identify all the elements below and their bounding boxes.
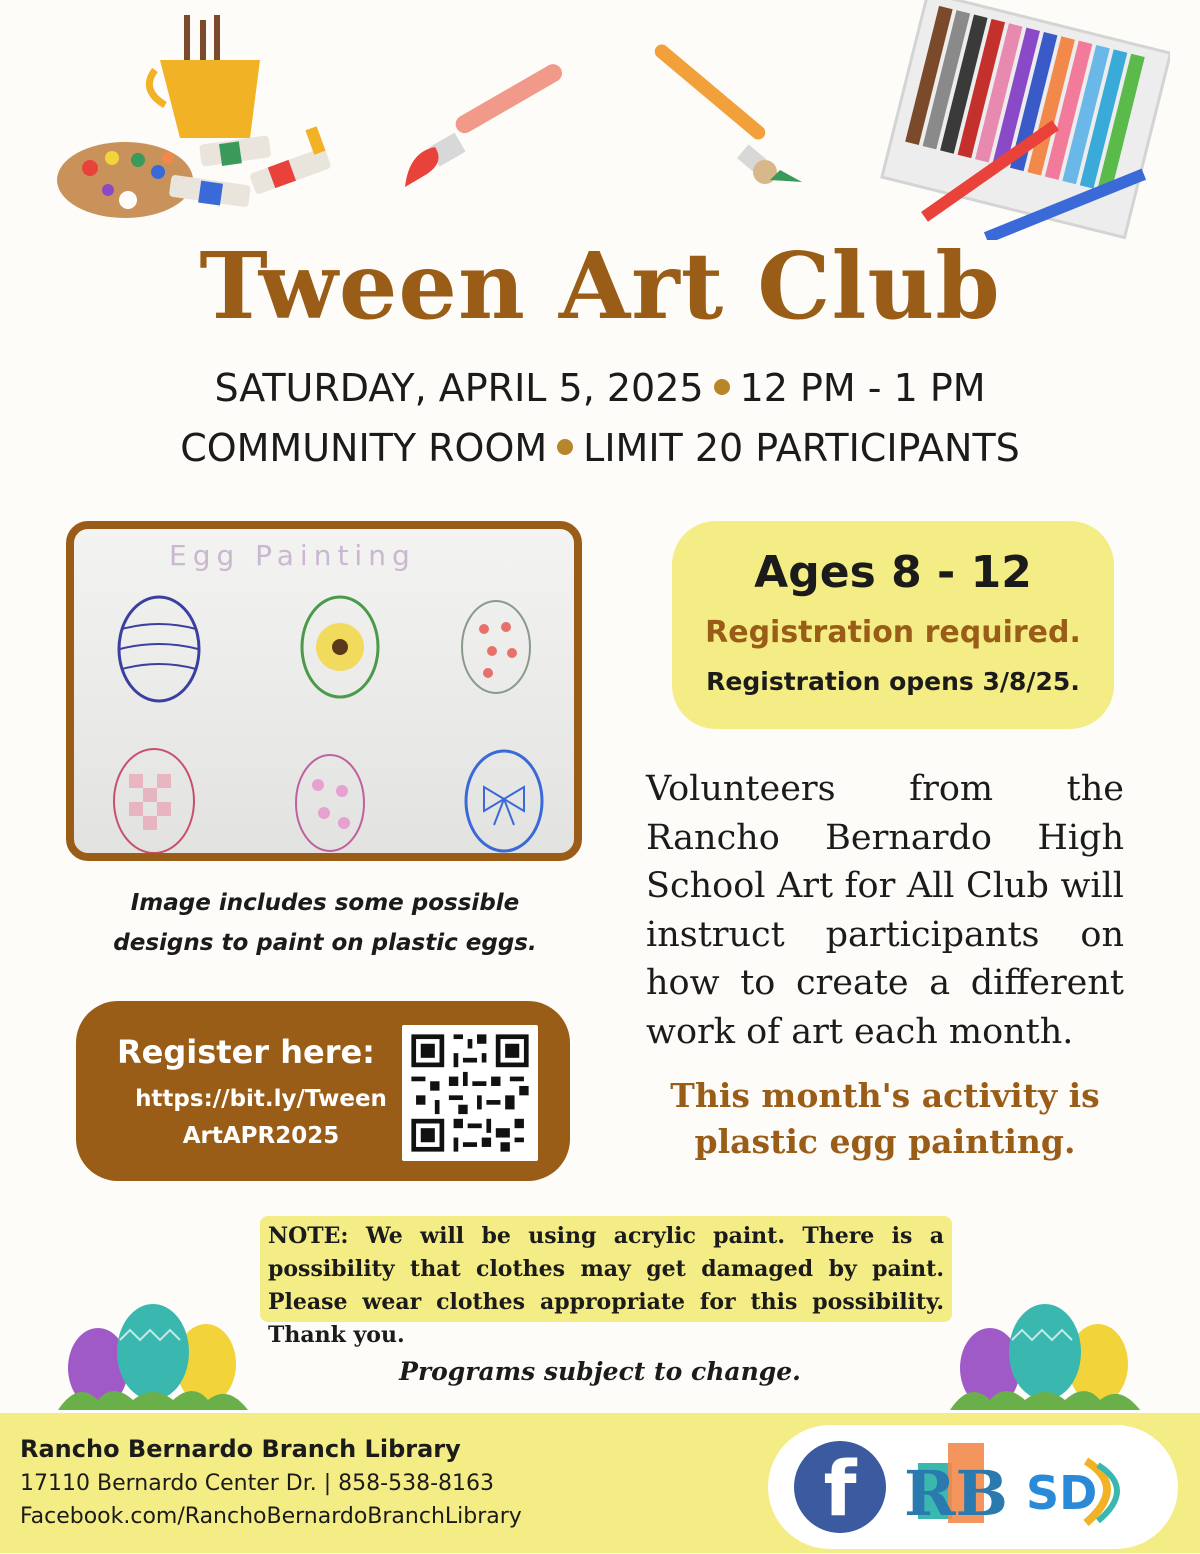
library-address: 17110 Bernardo Center Dr. | 858-538-8163 [20,1471,495,1496]
event-location-limit [0,426,1200,470]
facebook-icon[interactable] [794,1441,886,1533]
blue-striped-egg-icon [119,597,199,701]
event-date-time [0,366,1200,410]
monthly-activity: This month's activity is plastic egg painting. [670,1076,1100,1161]
event-time: 12 PM - 1 PM [739,366,986,410]
event-limit: LIMIT 20 PARTICIPANTS [583,426,1020,470]
pink-paintbrush-illustration [395,62,570,192]
sd-library-logo-icon [1026,1461,1117,1523]
qr-code-pattern [402,1025,538,1161]
rb-library-logo-icon [904,1443,1008,1530]
qr-code[interactable] [402,1025,538,1161]
register-url-line1: https://bit.ly/Tween [135,1086,387,1112]
egg-painting-photo [66,521,582,861]
photo-caption: Image includes some possible designs to paint on plastic eggs. [113,890,537,956]
sd-logo-text: SD [1026,1466,1098,1520]
program-description: Volunteers from the Rancho Bernardo High School Art for All Club will instruct participants on how to create a different work of art each month. [646,769,1124,1052]
page-title: Tween Art Club [199,232,1001,340]
orange-paintbrush-illustration [630,40,810,190]
age-range: Ages 8 - 12 [754,547,1032,598]
event-location: COMMUNITY ROOM [180,426,548,470]
bow-egg-icon [466,751,542,851]
checkered-heart-egg-icon [114,749,194,853]
facebook-link[interactable]: Facebook.com/RanchoBernardoBranchLibrary [20,1504,522,1529]
ages-registration-box [672,521,1114,729]
egg-painting-heading: Egg Painting [169,539,416,572]
svg-text:f: f [823,1444,857,1533]
footer [0,1413,1200,1553]
rb-logo-text: RB [904,1457,1008,1530]
strawberry-egg-icon [462,601,530,693]
egg-painting-drawing [74,529,574,853]
logos-graphic [768,1425,1178,1549]
bullet-dot [557,439,573,455]
sunflower-egg-icon [302,597,378,697]
flower-egg-icon [296,755,364,851]
registration-opens: Registration opens 3/8/25. [706,667,1080,696]
paint-note: NOTE: We will be using acrylic paint. There is a possibility that clothes may get damaged by paint. Please wear clothes appropriate for this possibility. Thank you. [260,1216,952,1322]
paint-supplies-illustration [50,10,340,220]
register-link[interactable] [96,1081,426,1155]
programs-disclaimer: Programs subject to change. [399,1357,801,1386]
event-date: SATURDAY, APRIL 5, 2025 [214,366,704,410]
library-name: Rancho Bernardo Branch Library [20,1435,461,1463]
register-box [76,1001,570,1181]
register-url-line2: ArtAPR2025 [182,1123,340,1149]
logos-container [768,1425,1178,1549]
register-label: Register here: [117,1033,375,1071]
colored-pencils-illustration [880,0,1170,240]
bullet-dot [714,379,730,395]
registration-required: Registration required. [705,615,1081,650]
